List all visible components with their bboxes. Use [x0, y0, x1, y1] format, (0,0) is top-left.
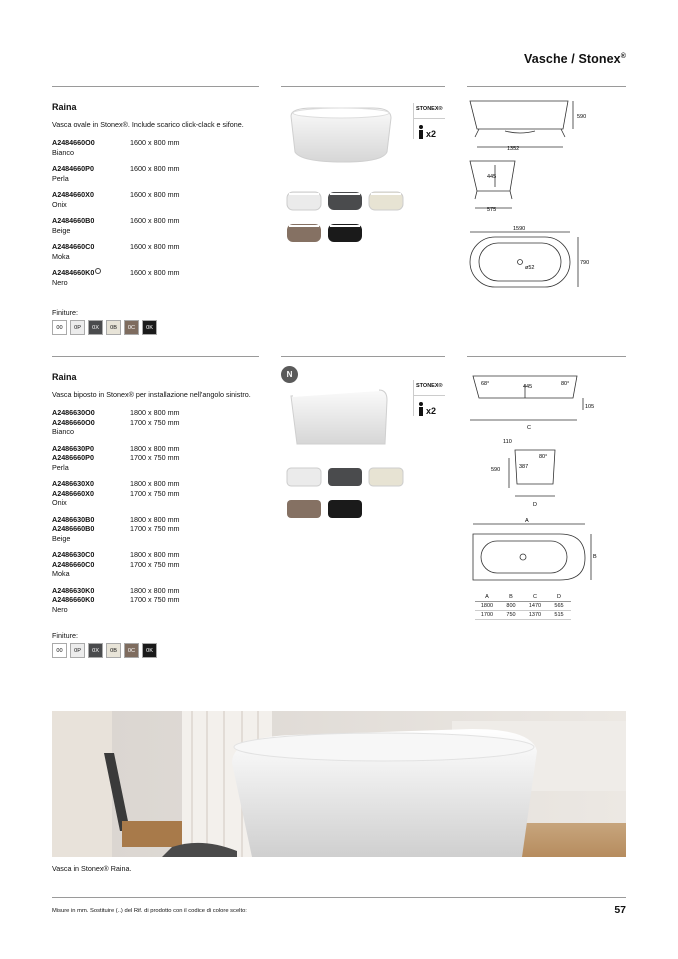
finish-swatch-00: 00	[52, 320, 67, 335]
product-row	[52, 550, 262, 579]
svg-text:590: 590	[491, 467, 501, 473]
finish-swatch-0k: 0K	[142, 643, 157, 658]
product-size: 1700 x 750 mm	[130, 488, 180, 498]
product-size: 1600 x 800 mm	[130, 138, 180, 147]
lifestyle-photo	[52, 711, 626, 857]
product-color: Beige	[52, 533, 71, 543]
divider	[52, 356, 259, 357]
product-code: A2484660P0	[52, 164, 94, 173]
divider	[467, 356, 626, 357]
table-row	[475, 611, 571, 620]
finishes-label: Finiture:	[52, 308, 78, 317]
photo-caption: Vasca in Stonex® Raina.	[52, 864, 132, 873]
table-row	[475, 602, 571, 611]
product-code: A2486630O0	[52, 408, 95, 417]
finish-swatch-0c: 0C	[124, 643, 139, 658]
product-color: Bianco	[52, 147, 74, 157]
stonex-badge: STONEX® x2	[413, 103, 445, 139]
table-header: A	[485, 594, 489, 600]
product-code: A2484660X0	[52, 190, 94, 199]
finish-swatch-0x: 0X	[88, 643, 103, 658]
technical-drawing	[465, 95, 600, 295]
product-size: 1800 x 800 mm	[130, 479, 180, 488]
finish-swatch-0b: 0B	[106, 320, 121, 335]
product-code: A2486660O0	[52, 417, 95, 427]
footer-note: Misure in mm. Sostituire (..) del Rif. di prodotto con il codice di colore scelto:	[52, 908, 247, 914]
svg-text:1352: 1352	[507, 146, 520, 152]
divider	[281, 86, 445, 87]
svg-text:445: 445	[487, 174, 497, 180]
product-size: 1800 x 800 mm	[130, 585, 180, 595]
product-size: 1800 x 800 mm	[130, 550, 180, 559]
product-size: 1700 x 750 mm	[130, 559, 180, 569]
product-size: 1700 x 750 mm	[130, 453, 180, 462]
product-color: Perla	[52, 462, 69, 472]
finish-swatch-00: 00	[52, 643, 67, 658]
product-color: Nero	[52, 277, 68, 287]
product-code: A2484660K0	[52, 268, 130, 278]
product-color: Moka	[52, 251, 70, 261]
table-header: D	[557, 594, 561, 600]
svg-text:387: 387	[519, 464, 529, 470]
section-title: Raina	[52, 102, 77, 112]
product-color: Nero	[52, 604, 68, 614]
page-title: Vasche / Stonex®	[524, 52, 626, 66]
product-color: Moka	[52, 569, 70, 578]
technical-drawing	[465, 368, 605, 593]
product-code: A2484660O0	[52, 138, 95, 147]
bathtub-product-images	[283, 382, 413, 527]
table-cell: 1800	[475, 602, 499, 611]
divider	[52, 86, 259, 87]
new-badge: N	[281, 366, 298, 383]
finish-swatch-0x: 0X	[88, 320, 103, 335]
finish-swatches	[52, 643, 262, 658]
product-row	[52, 268, 262, 287]
svg-text:1590: 1590	[513, 226, 526, 232]
product-code: A2486660K0	[52, 595, 95, 604]
table-cell: 1370	[523, 611, 547, 620]
product-code: A2486630B0	[52, 514, 95, 524]
product-code: A2486660B0	[52, 524, 95, 533]
table-cell: 1700	[475, 611, 499, 620]
product-code: A2486630C0	[52, 550, 95, 559]
product-section-raina-oval	[52, 102, 262, 335]
persons-icon: x2	[414, 119, 445, 139]
recycle-icon	[95, 268, 101, 274]
svg-text:105: 105	[585, 404, 595, 410]
svg-text:D: D	[533, 502, 537, 508]
dimensions-table	[475, 593, 571, 620]
product-size: 1700 x 750 mm	[130, 417, 180, 427]
product-size: 1600 x 800 mm	[130, 268, 180, 277]
product-size: 1700 x 750 mm	[130, 595, 180, 604]
svg-text:445: 445	[523, 384, 533, 390]
product-code: A2486630P0	[52, 443, 94, 453]
svg-text:B: B	[593, 554, 597, 560]
product-row	[52, 479, 262, 508]
divider	[467, 86, 626, 87]
divider	[281, 356, 445, 357]
product-code: A2484660B0	[52, 216, 95, 225]
product-color: Onix	[52, 199, 67, 209]
product-row	[52, 164, 262, 183]
section-title: Raina	[52, 372, 77, 382]
persons-icon: x2	[414, 396, 445, 416]
section-description: Vasca ovale in Stonex®. Include scarico click-clack e sifone.	[52, 120, 244, 129]
svg-text:68°: 68°	[481, 381, 490, 387]
product-color: Bianco	[52, 427, 74, 436]
svg-text:ø52: ø52	[525, 265, 535, 271]
product-size: 1600 x 800 mm	[130, 190, 180, 199]
table-header: B	[509, 594, 513, 600]
divider	[52, 897, 626, 898]
product-row	[52, 408, 262, 437]
table-cell: 515	[547, 611, 571, 620]
product-size: 1700 x 750 mm	[130, 524, 180, 533]
product-size: 1600 x 800 mm	[130, 242, 180, 251]
table-cell: 750	[499, 611, 523, 620]
finish-swatch-0k: 0K	[142, 320, 157, 335]
product-size: 1800 x 800 mm	[130, 408, 180, 417]
product-size: 1800 x 800 mm	[130, 443, 180, 453]
product-row	[52, 190, 262, 209]
product-size: 1600 x 800 mm	[130, 216, 180, 225]
svg-text:110: 110	[503, 439, 512, 445]
product-row	[52, 444, 262, 473]
finishes-label: Finiture:	[52, 631, 78, 640]
product-row	[52, 242, 262, 261]
product-color: Onix	[52, 498, 67, 507]
svg-text:790: 790	[580, 260, 590, 266]
product-size: 1600 x 800 mm	[130, 164, 180, 173]
bathtub-product-images	[283, 96, 413, 256]
svg-text:80°: 80°	[561, 381, 570, 387]
svg-text:575: 575	[487, 207, 497, 213]
finish-swatches	[52, 320, 262, 335]
product-section-raina-corner	[52, 372, 262, 658]
product-color: Beige	[52, 225, 71, 235]
product-row	[52, 216, 262, 235]
product-list	[52, 138, 262, 287]
svg-text:A: A	[525, 518, 529, 524]
product-code: A2486630X0	[52, 479, 94, 488]
svg-text:80°: 80°	[539, 454, 548, 460]
product-code: A2486660X0	[52, 488, 94, 498]
product-list	[52, 408, 262, 614]
finish-swatch-0p: 0P	[70, 643, 85, 658]
product-code: A2484660C0	[52, 242, 95, 251]
product-code: A2486630K0	[52, 585, 95, 595]
product-row	[52, 515, 262, 544]
product-row	[52, 138, 262, 157]
product-color: Perla	[52, 173, 69, 183]
product-size: 1800 x 800 mm	[130, 514, 180, 524]
table-header: C	[533, 594, 537, 600]
svg-text:C: C	[527, 425, 531, 431]
product-row	[52, 586, 262, 615]
product-code: A2486660P0	[52, 453, 94, 462]
finish-swatch-0c: 0C	[124, 320, 139, 335]
svg-text:590: 590	[577, 114, 587, 120]
finish-swatch-0p: 0P	[70, 320, 85, 335]
stonex-badge: STONEX® x2	[413, 380, 445, 416]
table-cell: 800	[499, 602, 523, 611]
product-code: A2486660C0	[52, 559, 95, 569]
table-cell: 1470	[523, 602, 547, 611]
table-cell: 565	[547, 602, 571, 611]
finish-swatch-0b: 0B	[106, 643, 121, 658]
section-description: Vasca biposto in Stonex® per installazione nell'angolo sinistro.	[52, 390, 251, 399]
page-number: 57	[614, 904, 626, 916]
